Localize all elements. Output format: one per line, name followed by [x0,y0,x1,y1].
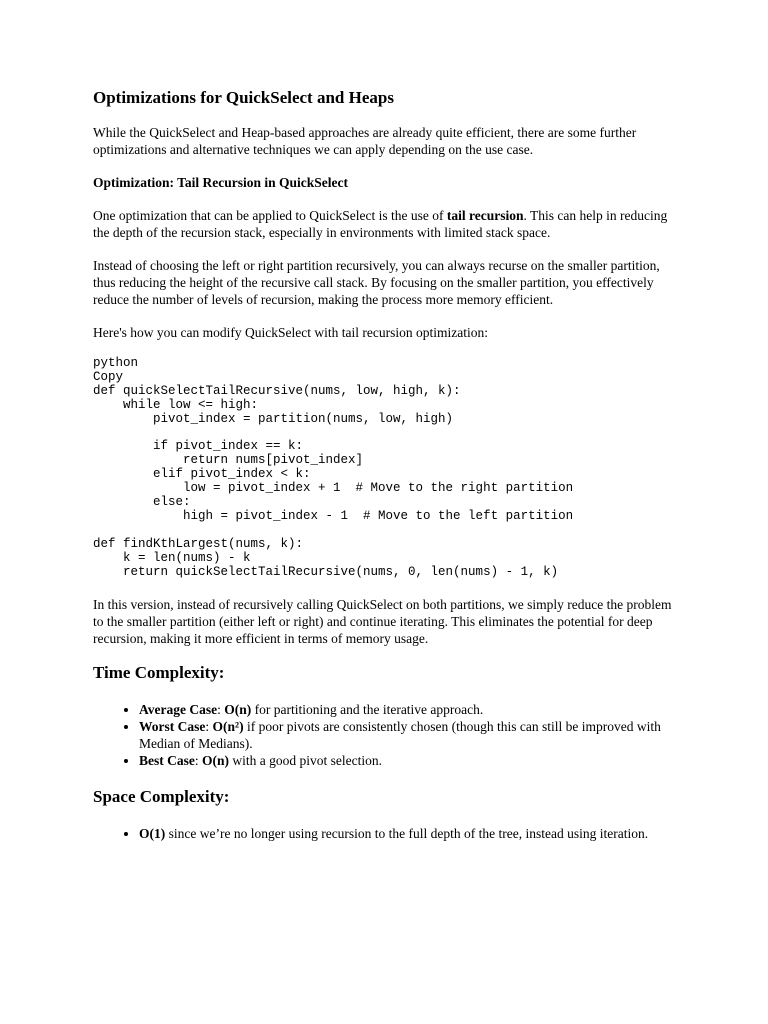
p1-text-after: . This can help in reducing the depth of the recursion stack, especially in environments with limited stack space. [93,208,668,240]
case-value: O(n) [224,701,252,717]
time-complexity-list [93,701,678,769]
case-label: Average Case [139,701,218,717]
list-item [139,752,678,769]
intro-paragraph: While the QuickSelect and Heap-based approaches are already quite efficient, there are some further optimizations and alternative techniques we can apply depending on the use case. [93,125,637,157]
version-paragraph: In this version, instead of recursively calling QuickSelect on both partitions, we simply reduce the problem to the smaller partition (either left or right) and continue iterating. This eliminates the potential for deep recursion, making it more efficient in terms of memory usage. [93,596,672,646]
space-complexity-list [93,825,678,842]
case-text: with a good pivot selection. [229,752,382,768]
p1-bold-term: tail recursion [446,208,524,223]
section-title: Optimization: Tail Recursion in QuickSelect [93,175,349,190]
list-item [139,718,678,752]
case-text: for partitioning and the iterative approach. [251,701,484,717]
code-language-label: python [93,356,139,370]
case-value: O(n) [202,752,230,768]
time-complexity-heading: Time Complexity: [93,662,225,682]
p1-text-before: One optimization that can be applied to QuickSelect is the use of [93,208,447,223]
smaller-partition-paragraph: Instead of choosing the left or right partition recursively, you can always recurse on the smaller partition, thus reducing the height of the recursive call stack. By focusing on the smaller partition, you effectively reduce the number of levels of recursion, making the process more memory efficient. [93,258,660,307]
space-text: since we’re no longer using recursion to the full depth of the tree, instead using iteration. [165,825,649,841]
space-complexity-heading: Space Complexity: [93,786,230,806]
space-value: O(1) [139,825,166,841]
tail-recursion-paragraph [93,207,678,241]
code-text: def quickSelectTailRecursive(nums, low, high, k): while low <= high: pivot_index = partition(nums, low, high) if pivot_index == k: return nums[pivot_index] elif pivot_index < k: low = pivot_index + 1 # Move to the right partition else: high = pivot_index - 1 # Move to the left partition def findKthLargest(nums, k): k = len(nums) - k return quickSelectTailRecursive(nums, 0, len(nums) - 1, k) [93,383,574,579]
list-item [139,701,678,718]
case-label: Best Case [139,752,195,768]
case-label: Worst Case [139,718,206,734]
case-separator: : [217,701,225,717]
case-separator: : [194,752,203,768]
case-value: O(n²) [212,718,244,734]
modify-intro-paragraph: Here's how you can modify QuickSelect with tail recursion optimization: [93,325,488,340]
case-separator: : [205,718,213,734]
code-block [93,357,678,580]
document-title: Optimizations for QuickSelect and Heaps [93,88,394,107]
list-item [139,825,678,842]
code-copy-button[interactable]: Copy [93,369,124,384]
case-text: if poor pivots are consistently chosen (though this can still be improved with Median of Medians). [139,718,661,751]
document-content [93,88,678,860]
